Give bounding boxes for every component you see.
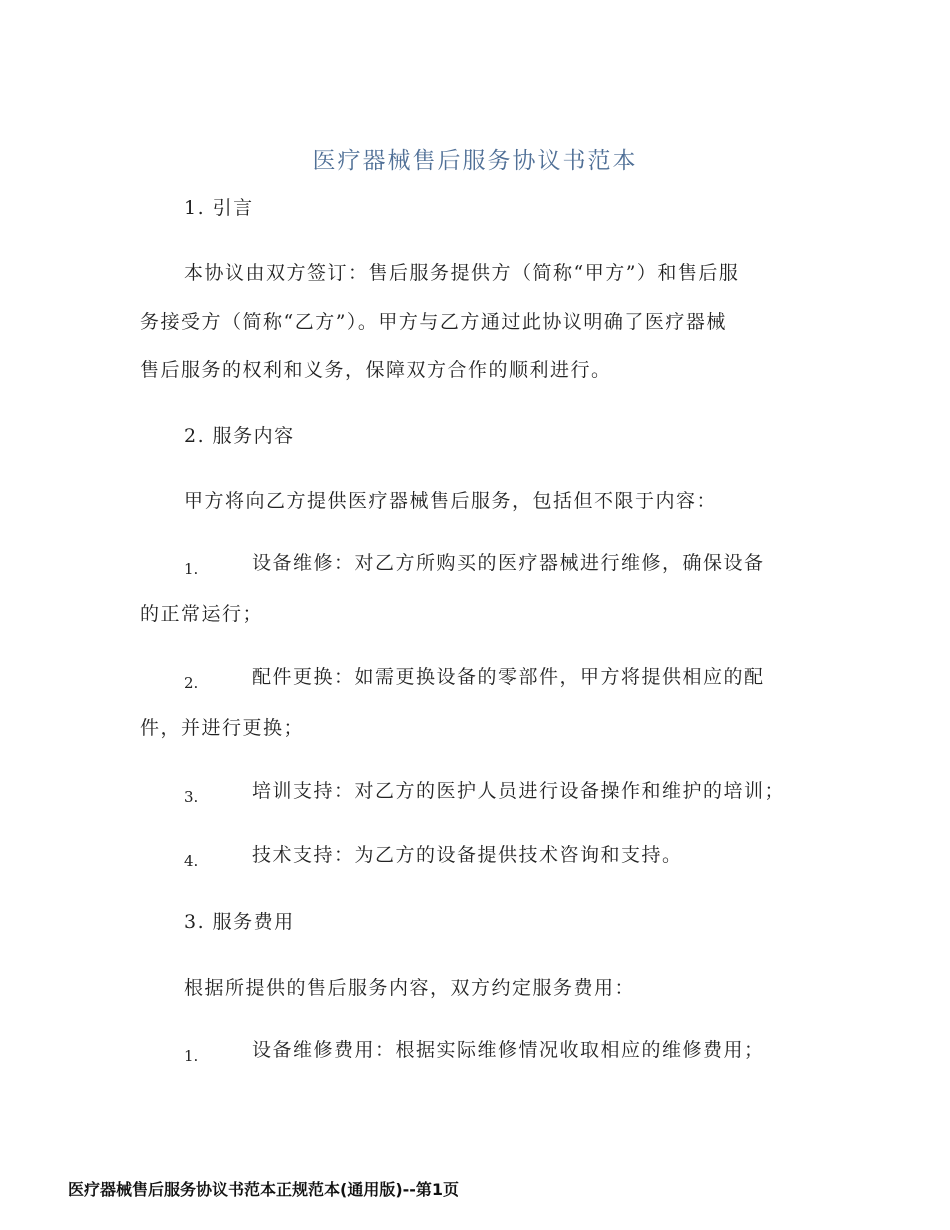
list-item-continuation: 的正常运行；: [140, 603, 264, 625]
paragraph-line: 售后服务的权利和义务，保障双方合作的顺利进行。: [140, 359, 612, 381]
section-lead: 甲方将向乙方提供医疗器械售后服务，包括但不限于内容：: [184, 490, 718, 512]
list-item-number: 2.: [184, 674, 199, 692]
list-item-text: 设备维修费用：根据实际维修情况收取相应的维修费用；: [252, 1039, 765, 1061]
section-lead: 根据所提供的售后服务内容，双方约定服务费用：: [184, 977, 636, 999]
list-item-number: 3.: [184, 788, 199, 806]
paragraph-line: 务接受方（简称“乙方”）。甲方与乙方通过此协议明确了医疗器械: [140, 311, 727, 333]
paragraph-line: 本协议由双方签订：售后服务提供方（简称“甲方”）和售后服: [184, 262, 740, 284]
list-item-text: 配件更换：如需更换设备的零部件，甲方将提供相应的配: [252, 666, 765, 688]
list-item-number: 4.: [184, 852, 199, 870]
section-heading-service-content: 2. 服务内容: [184, 425, 295, 447]
list-item-number: 1.: [184, 560, 199, 578]
document-title: 医疗器械售后服务协议书范本: [312, 148, 638, 174]
section-heading-service-fee: 3. 服务费用: [184, 911, 295, 933]
list-item-text: 培训支持：对乙方的医护人员进行设备操作和维护的培训；: [252, 780, 786, 802]
page-footer: 医疗器械售后服务协议书范本正规范本(通用版)--第1页: [68, 1180, 460, 1199]
list-item-number: 1.: [184, 1047, 199, 1065]
list-item-continuation: 件，并进行更换；: [140, 717, 305, 739]
section-heading-intro: 1. 引言: [184, 197, 254, 219]
list-item-text: 技术支持：为乙方的设备提供技术咨询和支持。: [252, 844, 683, 866]
list-item-text: 设备维修：对乙方所购买的医疗器械进行维修，确保设备: [252, 552, 765, 574]
